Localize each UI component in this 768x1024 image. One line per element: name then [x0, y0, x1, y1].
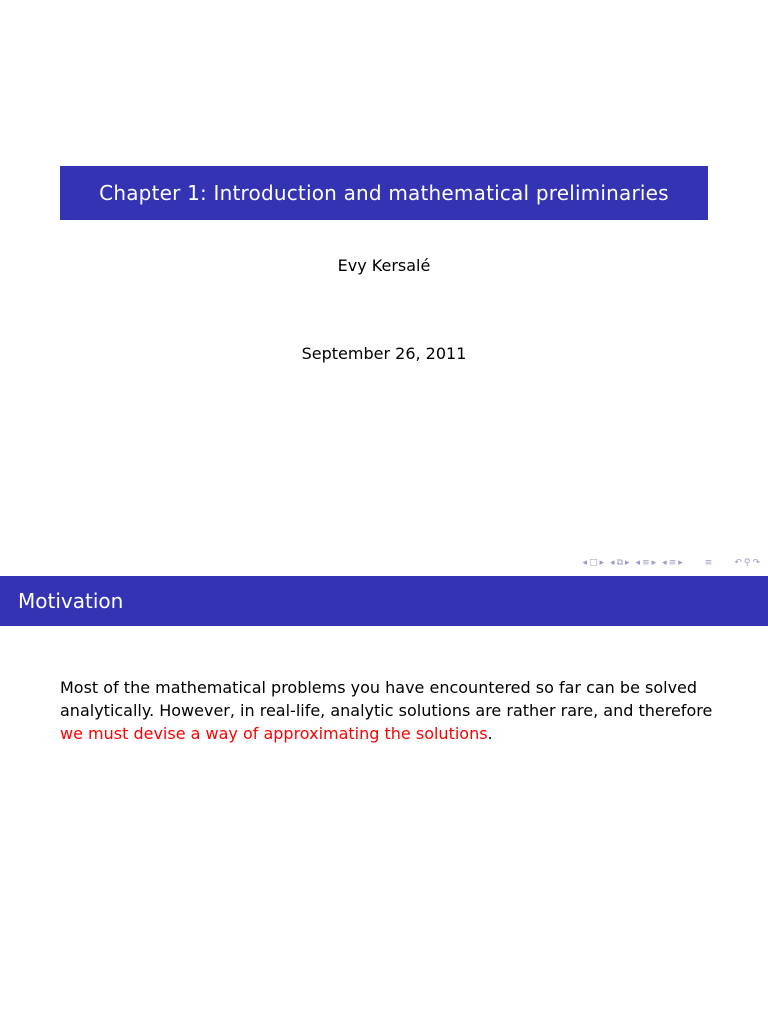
author-name: Evy Kersalé [337, 256, 431, 275]
presentation-title: Chapter 1: Introduction and mathematical preliminaries [99, 181, 669, 205]
forward-icon[interactable]: ↷ [752, 557, 760, 568]
motivation-slide [0, 576, 768, 1024]
part-icon[interactable]: ≡ [668, 557, 677, 568]
beamer-navigation-bar [582, 556, 760, 570]
frame-title-bar [0, 576, 768, 626]
paragraph-end: . [487, 724, 493, 743]
prev-frame-icon[interactable]: ◂ [582, 557, 587, 568]
highlighted-text: we must devise a way of approximating the solutions [60, 724, 488, 743]
frame-nav [582, 559, 604, 568]
section-icon[interactable]: ≡ [642, 557, 650, 568]
subsection-nav [610, 559, 630, 568]
paragraph-text: Most of the mathematical problems you have encountered so far can be solved analytically. However, in real-life, analytic solutions are rather rare, and therefore [60, 678, 713, 720]
prev-subsection-icon[interactable]: ◂ [610, 557, 615, 568]
next-section-icon[interactable]: ▸ [651, 557, 657, 568]
search-nav [734, 559, 760, 568]
presentation-date: September 26, 2011 [301, 344, 467, 363]
prev-part-icon[interactable]: ◂ [662, 557, 667, 568]
frame-title: Motivation [18, 589, 124, 613]
align-icon[interactable]: ≡ [704, 557, 713, 568]
subsection-icon[interactable]: ⧉ [616, 557, 624, 568]
frame-icon[interactable]: □ [589, 557, 598, 568]
prev-section-icon[interactable]: ◂ [635, 557, 641, 568]
motivation-paragraph [60, 676, 720, 745]
section-nav [636, 559, 657, 568]
next-subsection-icon[interactable]: ▸ [625, 557, 630, 568]
back-icon[interactable]: ↶ [734, 557, 742, 568]
search-icon[interactable]: ⚲ [743, 557, 751, 568]
next-part-icon[interactable]: ▸ [678, 557, 683, 568]
next-frame-icon[interactable]: ▸ [599, 557, 605, 568]
title-banner [60, 166, 708, 220]
presentation-nav [662, 559, 683, 568]
